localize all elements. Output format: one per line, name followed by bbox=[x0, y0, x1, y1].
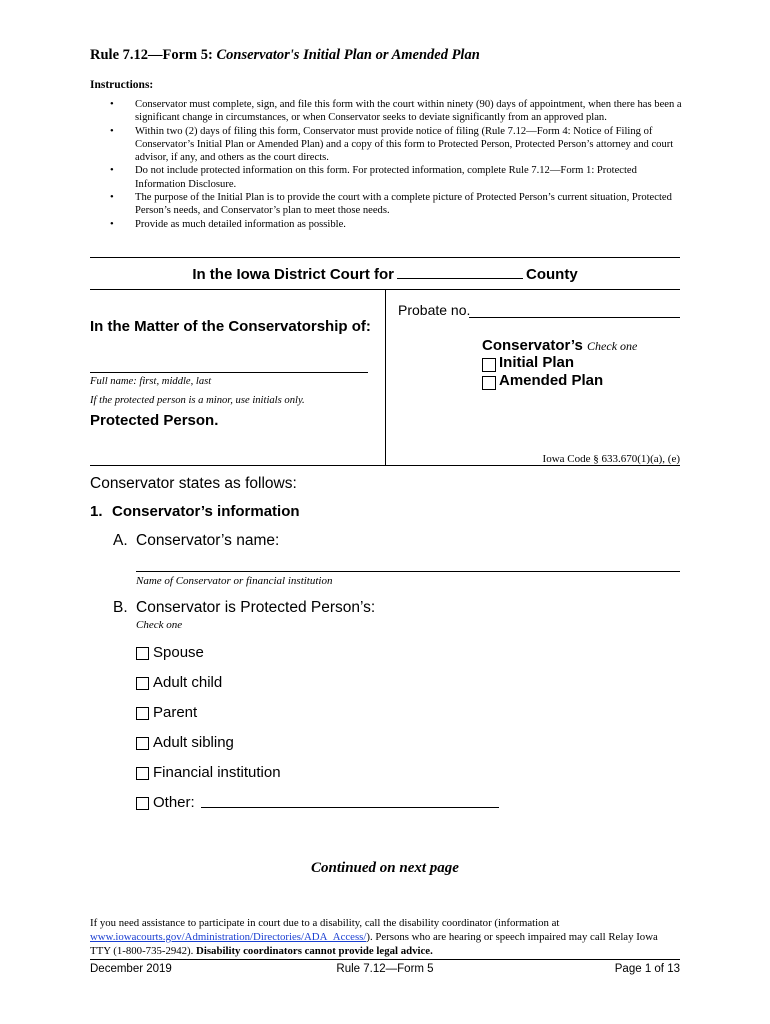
amended-plan-checkbox[interactable] bbox=[482, 376, 496, 390]
instruction-item: • Within two (2) days of filing this form, Conservator must provide notice of filing (Rule 7.12—Form 4: Notice of Filing of Conservator’s Initial Plan or Amended Plan) and a copy of this form to Protected Person, Protected Person’s attorney and court advisor, if any, and others as the court directs. bbox=[110, 125, 674, 164]
instruction-item: • The purpose of the Initial Plan is to provide the court with a complete picture of Protected Person’s current situation, Protected Person’s needs, and Conservator’s plan to meet those needs. bbox=[110, 192, 672, 217]
section-1-heading: 1. Conservator’s information bbox=[90, 503, 300, 520]
question-b-label: B. Conservator is Protected Person’s: bbox=[113, 599, 376, 616]
continued-notice: Continued on next page bbox=[311, 860, 459, 876]
form-title-name: Conservator's Initial Plan or Amended Plan bbox=[216, 47, 480, 63]
amended-plan-label: Amended Plan bbox=[499, 372, 604, 389]
financial-institution-label: Financial institution bbox=[153, 764, 281, 781]
footer-date: December 2019 bbox=[90, 963, 172, 975]
divider bbox=[90, 257, 680, 258]
other-label: Other: bbox=[153, 794, 195, 811]
initial-plan-label: Initial Plan bbox=[499, 354, 575, 371]
adult-child-checkbox[interactable] bbox=[136, 677, 149, 690]
form-title bbox=[90, 47, 480, 64]
protected-person-name-field[interactable] bbox=[90, 372, 368, 373]
check-one-hint: Check one bbox=[136, 619, 183, 631]
instruction-item: • Do not include protected information on this form. For protected information, complete Rule 7.12—Form 1: Protected Information Disclosure. bbox=[110, 165, 637, 190]
court-heading: In the Iowa District Court for County bbox=[192, 266, 578, 283]
matter-heading: In the Matter of the Conservatorship of: bbox=[90, 318, 371, 335]
other-checkbox[interactable] bbox=[136, 797, 149, 810]
spouse-label: Spouse bbox=[153, 644, 204, 661]
instruction-item: • Conservator must complete, sign, and file this form with the court within ninety (90) days of appointment, when there has been a significant change in circumstances, or when Conservator seeks to deviate significantly from an approved plan. bbox=[110, 99, 682, 124]
bullet-icon: • bbox=[110, 99, 114, 110]
county-blank[interactable] bbox=[397, 264, 523, 279]
question-a-label: A. Conservator’s name: bbox=[113, 532, 280, 549]
parent-checkbox[interactable] bbox=[136, 707, 149, 720]
form-title-prefix: Rule 7.12—Form 5: bbox=[90, 47, 217, 63]
full-name-caption: Full name: first, middle, last bbox=[90, 376, 212, 387]
adult-sibling-checkbox[interactable] bbox=[136, 737, 149, 750]
initial-plan-checkbox[interactable] bbox=[482, 358, 496, 372]
conservators-plan-heading: Conservator’s Check one bbox=[482, 337, 638, 354]
adult-sibling-label: Adult sibling bbox=[153, 734, 234, 751]
bullet-icon: • bbox=[110, 165, 114, 177]
disability-assistance-notice: If you need assistance to participate in court due to a disability, call the disability coordinator (information at www.iowacourts.gov/Administration/Directories/ADA_Access/). Persons who are hearing or speech impaired may call Relay Iowa TTY (1-800-735-2942). Disability coordinators cannot provide legal advice. bbox=[90, 917, 658, 957]
footer-divider bbox=[90, 959, 680, 960]
bullet-icon: • bbox=[110, 125, 114, 137]
probate-label: Probate no. bbox=[398, 302, 471, 318]
spouse-checkbox[interactable] bbox=[136, 647, 149, 660]
conservator-name-caption: Name of Conservator or financial institution bbox=[136, 575, 333, 587]
financial-institution-checkbox[interactable] bbox=[136, 767, 149, 780]
footer-form-id: Rule 7.12—Form 5 bbox=[336, 963, 434, 975]
conservator-name-field[interactable] bbox=[136, 571, 680, 572]
instructions-list bbox=[110, 98, 682, 231]
protected-person-label: Protected Person. bbox=[90, 412, 219, 429]
ada-access-link[interactable]: www.iowacourts.gov/Administration/Directories/ADA_Access/ bbox=[90, 931, 367, 943]
instruction-item: • Provide as much detailed information as possible. bbox=[110, 218, 346, 230]
instructions-heading: Instructions: bbox=[90, 79, 154, 91]
probate-number-field[interactable] bbox=[469, 317, 680, 318]
iowa-code-citation: Iowa Code § 633.670(1)(a), (e) bbox=[542, 453, 680, 465]
other-relationship-field[interactable] bbox=[201, 807, 499, 808]
caption-divider bbox=[385, 289, 386, 465]
footer-page-number: Page 1 of 13 bbox=[614, 963, 680, 975]
adult-child-label: Adult child bbox=[153, 674, 223, 691]
parent-label: Parent bbox=[153, 704, 198, 721]
divider bbox=[90, 465, 680, 466]
states-follows: Conservator states as follows: bbox=[90, 475, 297, 492]
minor-caption: If the protected person is a minor, use initials only. bbox=[90, 395, 305, 406]
bullet-icon: • bbox=[110, 218, 114, 230]
check-one-hint: Check one bbox=[587, 339, 638, 353]
bullet-icon: • bbox=[110, 192, 114, 204]
